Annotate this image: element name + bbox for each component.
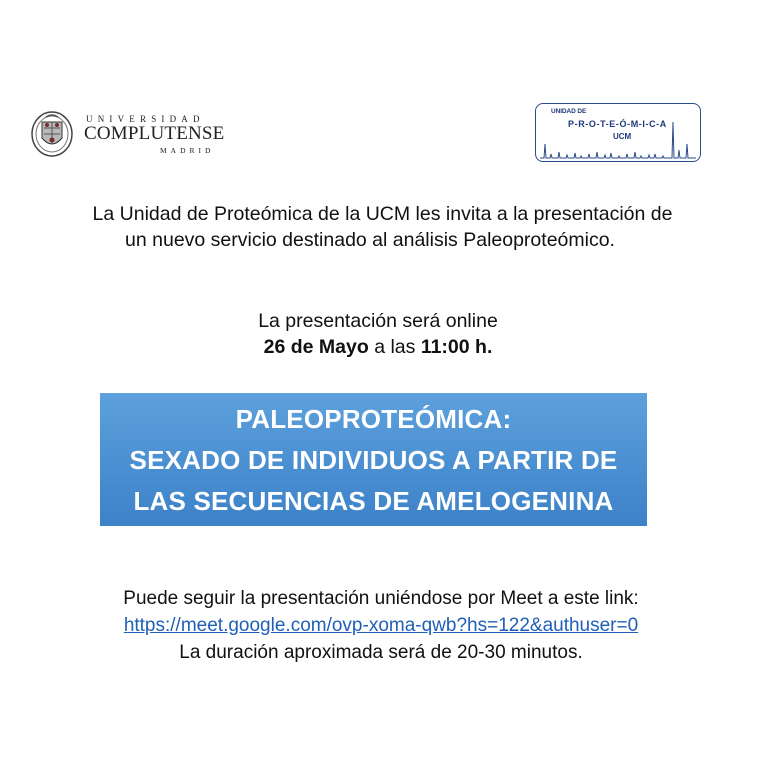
intro-line-1: La Unidad de Proteómica de la UCM les invita a la presentación de bbox=[92, 203, 673, 225]
ucm-seal-icon bbox=[30, 110, 74, 158]
banner-line-2: SEXADO DE INDIVIDUOS A PARTIR DE bbox=[129, 445, 618, 475]
meet-line-1: Puede seguir la presentación uniéndose por Meet a este link: bbox=[123, 588, 639, 609]
meet-link[interactable]: https://meet.google.com/ovp-xoma-qwb?hs=122&authuser=0 bbox=[123, 615, 639, 636]
schedule-time: 11:00 h. bbox=[420, 336, 493, 358]
intro-line-2: un nuevo servicio destinado al análisis Paleoproteómico. bbox=[125, 229, 615, 251]
proteomics-logo-middle: P-R-O-T-E-Ó-M-I-C-A bbox=[568, 119, 667, 129]
ucm-logo-line1: UNIVERSIDAD bbox=[86, 114, 205, 124]
banner-line-1: PALEOPROTEÓMICA: bbox=[235, 404, 512, 434]
schedule-date: 26 de Mayo bbox=[263, 336, 369, 358]
proteomics-unit-logo bbox=[535, 103, 701, 162]
ucm-logo-line2: COMPLUTENSE bbox=[84, 123, 225, 144]
proteomics-logo-top: UNIDAD DE bbox=[551, 108, 587, 115]
banner-line-3: LAS SECUENCIAS DE AMELOGENINA bbox=[133, 486, 614, 516]
meet-line-3: La duración aproximada será de 20-30 minutos. bbox=[179, 642, 583, 663]
ucm-logo bbox=[30, 108, 230, 164]
meet-paragraph bbox=[0, 585, 762, 666]
schedule-line-2 bbox=[0, 334, 762, 360]
schedule-connector: a las bbox=[368, 336, 421, 358]
title-banner bbox=[100, 393, 647, 526]
schedule-line-1: La presentación será online bbox=[258, 310, 498, 332]
intro-paragraph bbox=[0, 201, 762, 253]
schedule-paragraph bbox=[0, 308, 762, 360]
proteomics-logo-bottom: UCM bbox=[613, 132, 632, 141]
ucm-logo-line3: MADRID bbox=[160, 146, 215, 155]
